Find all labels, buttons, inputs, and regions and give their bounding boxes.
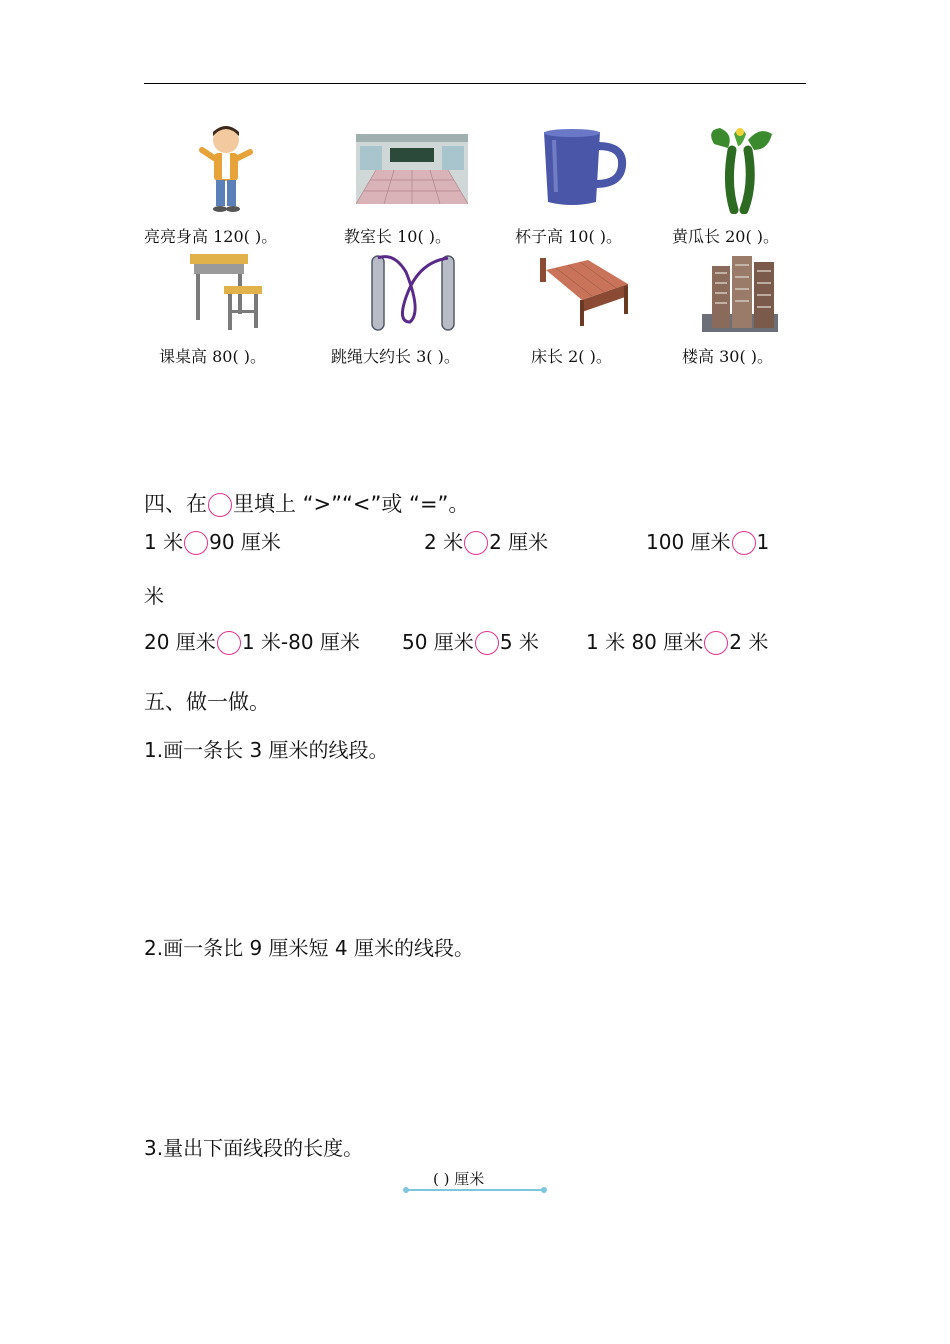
answer-circle[interactable]	[704, 631, 728, 655]
answer-circle[interactable]	[732, 531, 756, 555]
building-icon	[702, 252, 778, 332]
answer-circle[interactable]	[475, 631, 499, 655]
compare-item-6	[586, 630, 768, 655]
section-4-title	[144, 488, 469, 518]
cup-icon	[538, 128, 628, 208]
compare-right: 2 米	[729, 630, 769, 654]
task-1: 1.画一条长 3 厘米的线段。	[144, 738, 389, 762]
compare-item-5	[402, 630, 539, 655]
compare-right: 1 米-80 厘米	[241, 630, 360, 654]
answer-circle[interactable]	[464, 531, 488, 555]
compare-left: 20 厘米	[144, 630, 216, 654]
caption-building-height: 楼高 30( )。	[682, 347, 774, 366]
caption-desk-height: 课桌高 80( )。	[159, 347, 267, 366]
compare-right: 5 米	[499, 630, 539, 654]
compare-item-4	[144, 630, 360, 655]
top-rule	[144, 83, 806, 84]
measure-line-segment	[406, 1189, 544, 1191]
caption-boy-height: 亮亮身高 120( )。	[144, 227, 278, 246]
jump-rope-icon	[366, 252, 460, 334]
compare-circle-icon	[208, 493, 232, 517]
answer-circle[interactable]	[184, 531, 208, 555]
classroom-icon	[356, 134, 468, 204]
caption-cucumber-length: 黄瓜长 20( )。	[672, 227, 780, 246]
caption-bed-length: 床长 2( )。	[531, 347, 612, 366]
task-2: 2.画一条比 9 厘米短 4 厘米的线段。	[144, 936, 474, 960]
bed-icon	[536, 256, 630, 328]
cucumber-icon	[704, 124, 776, 214]
section-5-title: 五、做一做。	[144, 690, 270, 714]
compare-item-3-continuation: 米	[144, 584, 164, 608]
section-4-title-pre: 四、在	[144, 492, 207, 516]
caption-classroom-length: 教室长 10( )。	[344, 227, 452, 246]
caption-jump-rope-length: 跳绳大约长 3( )。	[331, 347, 460, 366]
task-3: 3.量出下面线段的长度。	[144, 1136, 364, 1160]
compare-left: 2 米	[424, 530, 464, 554]
answer-circle[interactable]	[217, 631, 241, 655]
compare-item-1	[144, 530, 281, 555]
boy-icon	[196, 122, 256, 214]
compare-item-3	[646, 530, 769, 555]
segment-end-point	[541, 1187, 547, 1193]
compare-left: 100 厘米	[646, 530, 731, 554]
compare-left: 50 厘米	[402, 630, 474, 654]
caption-cup-height: 杯子高 10( )。	[515, 227, 623, 246]
section-4-title-post: 里填上 “>”“<”或 “=”。	[233, 492, 470, 516]
desk-icon	[188, 252, 268, 332]
compare-right: 90 厘米	[209, 530, 281, 554]
compare-item-2	[424, 530, 548, 555]
compare-right: 2 厘米	[489, 530, 549, 554]
segment-start-point	[403, 1187, 409, 1193]
compare-right: 1	[756, 530, 770, 554]
compare-left: 1 米	[144, 530, 184, 554]
measure-answer-label: ( ) 厘米	[433, 1170, 485, 1188]
compare-left: 1 米 80 厘米	[586, 630, 704, 654]
